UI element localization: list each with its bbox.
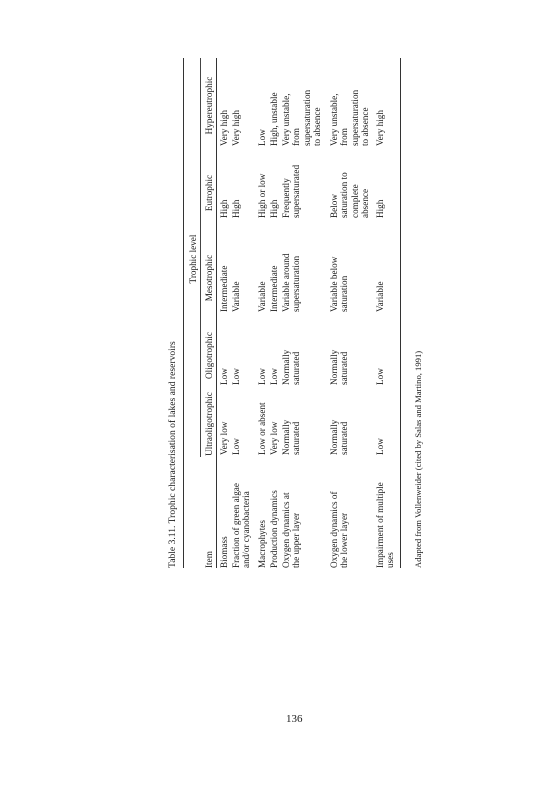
table-cell: Macrophytes <box>257 520 267 568</box>
column-header: Hypereutrophic <box>204 76 214 135</box>
table-cell: Variable <box>257 281 267 312</box>
table-cell: Frequently supersaturated <box>281 164 302 218</box>
table-cell: Fraction of green algae and/or cyanobacteria <box>231 483 252 568</box>
table-title: Table 3.11. Trophic characterisation of lakes and reservoirs <box>167 341 178 568</box>
column-header: Ultraoligotrophic <box>204 392 214 456</box>
table-cell: Low <box>269 368 279 385</box>
table-cell: Low <box>219 368 229 385</box>
table-cell: High <box>231 199 241 218</box>
column-header: Mesotrophic <box>204 254 214 302</box>
table-cell: Intermediate <box>269 265 279 312</box>
table-top-rule <box>183 58 184 568</box>
table-cell: Low <box>257 129 267 146</box>
table-cell: Low or absent <box>257 402 267 455</box>
table-cell: High or low <box>257 173 267 218</box>
table-cell: High <box>219 199 229 218</box>
table-cell: High <box>269 199 279 218</box>
header-bottom-rule <box>216 58 217 568</box>
table-cell: Very high <box>219 110 229 146</box>
table-cell: Very low <box>219 421 229 455</box>
page-number: 136 <box>286 713 303 725</box>
column-header: Item <box>204 551 214 568</box>
group-header: Trophic level <box>188 234 198 284</box>
table-cell: Below saturation to complete absence <box>329 172 371 218</box>
table-cell: Variable around supersaturation <box>281 253 302 312</box>
table-cell: Normally saturated <box>329 419 350 455</box>
table-cell: Oxygen dynamics at the upper layer <box>281 492 302 568</box>
group-header-rule <box>200 58 201 457</box>
column-header: Eutrophic <box>204 174 214 212</box>
table-cell: Normally saturated <box>329 349 350 385</box>
table-cell: Low <box>257 368 267 385</box>
table-cell: Variable <box>231 281 241 312</box>
table-cell: Variable below saturation <box>329 256 350 312</box>
table-cell: High, unstable <box>269 92 279 146</box>
column-header: Oligotrophic <box>204 332 214 379</box>
table-cell: Very high <box>375 110 385 146</box>
table-cell: High <box>375 199 385 218</box>
table-cell: Variable <box>375 281 385 312</box>
table-source-note: Adapted from Vollenweider (cited by Salas and Martino, 1991) <box>413 350 423 568</box>
rotated-table-block <box>167 68 427 568</box>
table-cell: Low <box>231 438 241 455</box>
table-cell: Impairment of multiple uses <box>375 482 396 568</box>
table-cell: Low <box>375 368 385 385</box>
table-cell: Very high <box>231 110 241 146</box>
table-cell: Very unstable, from supersaturation to absence <box>281 89 323 146</box>
table-bottom-rule <box>400 58 401 568</box>
table-cell: Biomass <box>219 536 229 568</box>
table-cell: Very unstable, from supersaturation to absence <box>329 89 371 146</box>
table-cell: Low <box>375 438 385 455</box>
table-cell: Very low <box>269 421 279 455</box>
table-cell: Normally saturated <box>281 349 302 385</box>
table-cell: Intermediate <box>219 265 229 312</box>
table-cell: Low <box>231 368 241 385</box>
table-cell: Oxygen dynamics of the lower layer <box>329 491 350 568</box>
table-cell: Normally saturated <box>281 419 302 455</box>
table-cell: Production dynamics <box>269 490 279 568</box>
